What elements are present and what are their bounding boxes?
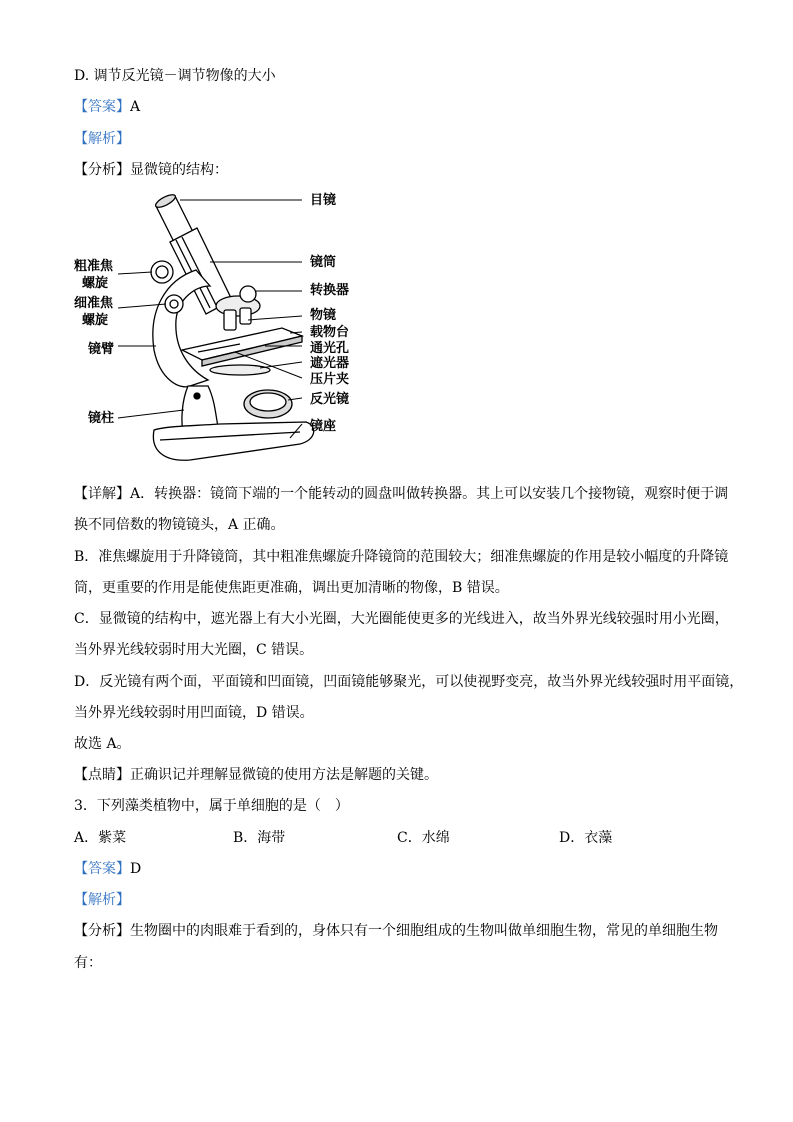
option-d-text-1: D．反光镜有两个面，平面镜和凹面镜，凹面镜能够聚光，可以使视野变亮，故当外界光线较强时用平面镜， — [74, 674, 744, 690]
q3-option-b: B．海带 — [233, 830, 286, 846]
question-3: 3．下列藻类植物中，属于单细胞的是（ ） — [74, 798, 349, 814]
label-fine-2: 螺旋 — [82, 313, 109, 328]
label-stage: 载物台 — [310, 325, 350, 340]
analysis3-heading: 【解析】 — [74, 892, 130, 908]
answer3-tag: 【答案】 — [74, 861, 130, 877]
detail-text-2: 换不同倍数的物镜镜头，A 正确。 — [74, 517, 285, 533]
option-d-text-2: 当外界光线较弱时用凹面镜，D 错误。 — [74, 705, 314, 721]
label-coarse-1: 粗准焦 — [74, 259, 114, 274]
answer-value: A — [130, 99, 141, 115]
q3-option-a: A．紫菜 — [74, 830, 127, 846]
fenxi3-text-1: 生物圈中的肉眼难于看到的，身体只有一个细胞组成的生物叫做单细胞生物，常见的单细胞生物 — [130, 923, 718, 939]
answer-tag: 【答案】 — [74, 99, 130, 115]
fenxi-tag: 【分析】 — [74, 162, 130, 178]
option-b-text-2: 筒，更重要的作用是能使焦距更准确，调出更加清晰的物像，B 错误。 — [74, 580, 509, 596]
q2-option-d: D. 调节反光镜－调节物像的大小 — [74, 68, 276, 84]
option-c-text-2: 当外界光线较弱时用大光圈，C 错误。 — [74, 642, 314, 658]
label-pillar: 镜柱 — [88, 411, 115, 426]
label-objective: 物镜 — [310, 308, 337, 323]
fenxi-line — [74, 161, 228, 179]
detail-tag: 【详解】 — [74, 486, 130, 502]
label-clip: 压片夹 — [310, 372, 350, 387]
tip-tag: 【点睛】 — [74, 767, 130, 783]
q3-option-d: D．衣藻 — [559, 830, 613, 846]
tip-text: 正确识记并理解显微镜的使用方法是解题的关键。 — [130, 767, 438, 783]
label-eyepiece: 目镜 — [310, 193, 337, 208]
answer3-line — [74, 860, 141, 878]
fenxi3-text-2: 有： — [74, 955, 102, 971]
answer3-value: D — [130, 861, 142, 877]
label-arm: 镜臂 — [88, 342, 115, 357]
conclusion: 故选 A。 — [74, 736, 131, 752]
fenxi3-tag: 【分析】 — [74, 923, 130, 939]
fenxi3-line — [74, 922, 718, 940]
label-diaphragm: 遮光器 — [310, 356, 350, 371]
detail-text-1: A．转换器：镜筒下端的一个能转动的圆盘叫做转换器。其上可以安装几个接物镜，观察时便于调 — [130, 486, 729, 502]
label-tube: 镜筒 — [310, 255, 337, 270]
q3-option-c: C．水绵 — [397, 830, 450, 846]
answer-line — [74, 98, 140, 116]
option-c-text-1: C．显微镜的结构中，遮光器上有大小光圈，大光圈能使更多的光线进入，故当外界光线较强时用小光圈， — [74, 611, 729, 627]
fenxi-text: 显微镜的结构： — [130, 162, 228, 178]
label-nosepiece: 转换器 — [310, 283, 350, 298]
analysis-heading: 【解析】 — [74, 131, 130, 147]
tip-line — [74, 766, 438, 784]
label-aperture: 通光孔 — [310, 341, 350, 356]
option-b-text-1: B．准焦螺旋用于升降镜筒，其中粗准焦螺旋升降镜筒的范围较大；细准焦螺旋的作用是较小幅度的升降镜 — [74, 549, 729, 565]
label-mirror: 反光镜 — [310, 392, 350, 407]
label-fine-1: 细准焦 — [74, 296, 114, 311]
label-coarse-2: 螺旋 — [82, 276, 109, 291]
label-base: 镜座 — [310, 419, 337, 434]
detail-line — [74, 485, 728, 503]
